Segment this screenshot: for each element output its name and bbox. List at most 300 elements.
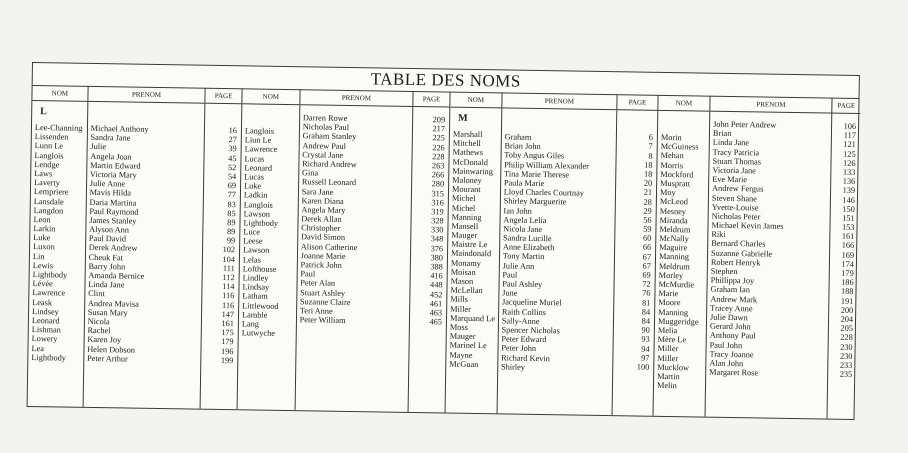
prenom-entry: Paul John (709, 340, 743, 350)
page-entry: 66 (642, 243, 652, 253)
page-entry: 8 (648, 151, 653, 161)
page-entry: 67 (642, 252, 652, 262)
nom-entry: Lightbody (31, 352, 67, 363)
prenom-entry: Angela Lelia (503, 215, 547, 225)
column-group-1 (28, 85, 243, 409)
nom-entry: Lofthouse (242, 264, 277, 274)
prenom-entry: John Peter Andrew (713, 119, 777, 130)
pages-column (409, 107, 450, 413)
pages-column (613, 110, 658, 416)
noms-column (654, 111, 711, 417)
prenom-entry: Stuart Ashley (300, 287, 346, 298)
page-entry: 388 (430, 262, 443, 272)
page-entry: 97 (641, 353, 650, 363)
page-entry: 133 (842, 167, 856, 177)
page-entry: 191 (840, 296, 854, 306)
prenoms-column (706, 112, 833, 419)
prenom-entry: Gerard John (709, 321, 751, 332)
prenom-entry: Spencer Nicholas (501, 325, 560, 336)
prenoms-column (295, 105, 413, 412)
nom-entry: Lissenden (34, 132, 69, 142)
name-table (27, 62, 860, 420)
nom-entry: Mehan (660, 151, 684, 161)
page-entry: 266 (431, 170, 445, 180)
nom-entry: Lucas (244, 172, 265, 182)
prenom-entry: Angela Mary (301, 205, 346, 215)
prenom-entry: Joanne Marie (300, 251, 346, 261)
prenom-entry: Derek Allan (301, 214, 342, 224)
prenom-entry: Tracy Joanne (709, 349, 754, 360)
prenom-entry: Tracy Patricia (712, 147, 760, 157)
prenom-entry: Peter John (501, 343, 537, 354)
page-entry: 6 (648, 132, 653, 142)
prenom-entry: Peter William (299, 315, 346, 326)
nom-entry: Lansdale (33, 196, 64, 207)
page-entry: 315 (431, 188, 445, 198)
page-entry: 205 (840, 323, 853, 334)
prenom-entry: Anthony Paul (709, 330, 756, 341)
nom-entry: Lea (31, 343, 45, 353)
prenom-entry: Richard Andrew (302, 159, 357, 170)
page-entry: 52 (228, 162, 237, 172)
page-entry: 102 (222, 245, 236, 255)
page-entry: 380 (430, 253, 444, 263)
page-entry: 348 (430, 234, 444, 244)
nom-entry: McDonald (452, 157, 489, 167)
nom-entry: Marshall (452, 129, 483, 140)
nom-entry: Leonard (31, 315, 60, 326)
page-entry: 117 (843, 130, 857, 141)
prenom-entry: Angela Joan (90, 151, 132, 162)
page-entry: 235 (839, 369, 853, 379)
nom-entry: Leask (32, 297, 53, 307)
page-entry: 217 (432, 124, 446, 134)
page-entry: 7 (648, 142, 653, 152)
page-entry: 93 (641, 334, 650, 345)
prenom-entry: Christopher (301, 223, 341, 234)
nom-entry: Luke (33, 233, 51, 243)
nom-entry: Marinel Le (449, 340, 487, 351)
page-entry: 161 (221, 318, 234, 329)
prenom-entry: Peter Edward (501, 334, 547, 345)
page-entry: 121 (843, 140, 856, 150)
prenom-entry: Karen Joy (87, 335, 122, 345)
prenom-entry: Sara Jane (301, 186, 334, 197)
page-entry: 319 (431, 207, 444, 217)
nom-entry: McMurdie (658, 279, 695, 290)
nom-entry: Morin (660, 132, 682, 143)
nom-entry: Lowery (31, 334, 58, 344)
nom-entry: McLeod (659, 197, 689, 207)
page-entry: 228 (432, 152, 445, 162)
section-letter (242, 108, 299, 123)
page-entry: 228 (840, 333, 853, 343)
prenom-entry: Graham (504, 132, 532, 142)
prenom-entry: Susan Mary (87, 307, 128, 318)
page-entry: 126 (842, 158, 856, 168)
prenom-entry: Phillippa Joy (710, 275, 755, 286)
page-entry: 67 (642, 261, 651, 271)
prenom-entry: Derek Andrew (88, 243, 138, 254)
page-entry: 226 (432, 142, 445, 153)
page-entry: 60 (642, 233, 652, 243)
prenom-entry: Graham Stanley (302, 131, 357, 142)
page-entry: 230 (839, 351, 853, 361)
prenom-entry: Shirley Marguerite (503, 196, 567, 207)
prenom-entry: Andrew Mark (710, 294, 758, 304)
table-columns (28, 85, 859, 419)
prenom-entry: Paula Marie (503, 178, 545, 188)
header-prenom: PRENOM (300, 89, 414, 106)
prenom-entry: Jacqueline Muriel (501, 297, 562, 308)
page-entry: 174 (841, 259, 854, 269)
column-group-4 (654, 95, 861, 419)
nom-entry: Mason (450, 276, 474, 286)
page-entry: 204 (840, 314, 854, 324)
prenoms-column (497, 108, 617, 415)
page-entry: 85 (227, 208, 236, 218)
nom-entry: Mère Le (657, 334, 687, 345)
nom-entry: Marie (658, 289, 679, 299)
nom-entry: Marquand Le (449, 313, 496, 324)
prenom-entry: Toby Angus Giles (504, 150, 565, 161)
nom-entry: Moy (659, 188, 676, 198)
nom-entry: Laws (34, 168, 53, 179)
nom-entry: McGuiness (660, 142, 699, 152)
prenom-entry: Paul David (88, 234, 127, 244)
prenom-entry: Michael Anthony (90, 123, 149, 134)
nom-entry: Latham (242, 291, 268, 302)
header-nom: NOM (450, 92, 502, 108)
page-entry: 230 (840, 342, 853, 352)
header-page: PAGE (422, 95, 441, 104)
prenom-entry: Ian John (503, 205, 532, 216)
prenom-entry: Peter Arthur (87, 353, 128, 364)
nom-entry: Mitchell (452, 138, 481, 149)
nom-entry: Maistre Le (451, 239, 488, 250)
noms-column (28, 101, 89, 407)
nom-entry: Lévée (32, 279, 53, 289)
nom-entry: Mainwaring (452, 166, 493, 177)
page-entry: 199 (220, 355, 234, 365)
nom-entry: Morley (658, 270, 684, 281)
nom-entry: Mathews (452, 147, 484, 158)
prenom-entry: Stephen (710, 266, 738, 277)
prenom-entry: Raith Collins (501, 306, 546, 317)
nom-entry: Manning (658, 252, 690, 262)
page-entry: 452 (429, 289, 443, 300)
nom-entry: Langlois (34, 150, 64, 161)
prenom-entry: Teri Anne (299, 306, 333, 316)
page-entry: 146 (842, 195, 856, 205)
nom-entry: Mayne (449, 350, 473, 360)
nom-entry: Miranda (659, 215, 688, 226)
nom-entry: Lutwyche (241, 328, 276, 338)
prenom-entry: Tina Marie Therese (503, 169, 570, 180)
section-letter (658, 115, 709, 130)
nom-entry: Luke (244, 181, 262, 191)
page-entry: 77 (227, 190, 237, 200)
prenom-entry: Nicola Jane (503, 224, 543, 234)
header-prenom: PRENOM (710, 96, 832, 113)
page-entry: 416 (430, 271, 443, 281)
column-group-2 (238, 88, 451, 412)
page-entry: 463 (429, 308, 443, 318)
page-entry: 56 (643, 215, 652, 225)
nom-entry: Lawrence (32, 288, 66, 298)
page-entry: 147 (221, 309, 235, 319)
prenom-entry: Gina (301, 168, 319, 178)
prenom-entry: Julie Dawn (710, 312, 748, 323)
nom-entry: Larkin (33, 224, 56, 234)
prenom-entry: Riki (711, 229, 726, 240)
noms-column (238, 104, 301, 410)
page-entry: 280 (431, 179, 445, 189)
header-prenom: PRENOM (502, 92, 618, 109)
nom-entry: Mills (450, 294, 468, 305)
prenom-entry: Brian John (504, 141, 541, 152)
page-entry: 151 (842, 213, 855, 223)
nom-entry: Lucas (244, 153, 265, 164)
nom-entry: Lindsey (32, 306, 59, 317)
prenom-entry: Graham Ian (710, 285, 750, 295)
nom-entry: Leon (33, 214, 51, 225)
prenom-entry: Russell Leonard (301, 177, 357, 188)
page-entry: 69 (642, 270, 651, 280)
nom-entry: Mucklow (657, 362, 690, 373)
prenom-entry: Martin Edward (90, 160, 141, 171)
nom-entry: Leese (243, 236, 263, 246)
page-entry: 45 (228, 153, 237, 163)
page-entry: 100 (636, 362, 650, 372)
prenom-entry: Clint (88, 289, 105, 299)
page-entry: 27 (228, 135, 237, 145)
page-entry: 465 (429, 317, 443, 327)
prenom-entry: Paul (300, 269, 316, 279)
prenom-entry: Julie (90, 142, 107, 152)
page-entry: 263 (431, 161, 445, 171)
page-entry: 316 (431, 197, 444, 208)
prenom-entry: Victoria Jane (712, 165, 756, 176)
prenom-entry: Tony Martin (502, 251, 545, 262)
prenom-entry: Crystal Jane (302, 150, 344, 160)
page-entry: 21 (643, 187, 653, 198)
header-nom: NOM (32, 85, 88, 101)
nom-entry: Miller (450, 304, 471, 314)
prenom-entry: Nicola (87, 316, 110, 327)
nom-entry: Melia (657, 325, 678, 336)
nom-entry: Lindsay (242, 282, 270, 292)
page-entry: 59 (643, 224, 652, 234)
prenom-entry: Michael Kevin James (711, 220, 784, 231)
page-entry: 29 (643, 206, 652, 216)
page-entry: 54 (227, 172, 237, 182)
page-entry: 116 (221, 300, 235, 310)
page-entry: 20 (643, 178, 653, 188)
nom-entry: Lunn Le (34, 141, 64, 151)
nom-entry: Melin (656, 380, 677, 391)
page-entry: 125 (843, 149, 856, 159)
noms-column (446, 108, 503, 414)
page-entry: 209 (432, 115, 446, 125)
nom-entry: Mauger (449, 331, 476, 342)
nom-entry: Monamy (450, 258, 481, 268)
nom-entry: Manning (451, 212, 482, 222)
page-entry: 81 (641, 298, 651, 308)
page-entry: 175 (221, 328, 234, 338)
pages-column (201, 104, 242, 410)
nom-entry: Michel (451, 193, 476, 204)
page-entry: 69 (227, 181, 237, 191)
prenom-entry: Philip William Alexander (504, 159, 590, 171)
nom-entry: Mansell (451, 221, 479, 231)
nom-entry: Luxon (33, 242, 55, 252)
section-letter: L (40, 106, 47, 118)
prenom-entry: Andrew Fergus (712, 184, 764, 194)
prenom-entry: Sally-Anne (501, 316, 540, 326)
header-page: PAGE (214, 91, 233, 101)
nom-entry: Langdon (33, 205, 64, 216)
page-entry: 106 (843, 121, 857, 131)
prenom-entry: Helen Dobson (87, 344, 136, 355)
prenom-entry: Andrea Mavisa (87, 298, 139, 309)
page-entry: 84 (641, 307, 651, 317)
prenom-entry: Yvette-Louise (711, 202, 759, 213)
nom-entry: Meldrum (659, 224, 691, 235)
prenom-entry: Rachel (87, 326, 111, 336)
prenom-entry: Robert Henryk (710, 257, 761, 268)
prenom-entry: David Simon (300, 232, 346, 243)
page-entry: 114 (222, 282, 235, 292)
prenom-entry: Patrick John (300, 260, 342, 270)
page-entry: 448 (430, 280, 443, 290)
prenom-entry: Eve Marie (712, 174, 748, 185)
page-entry: 169 (841, 250, 855, 260)
column-group-3 (446, 92, 659, 416)
nom-entry: Lang (241, 319, 260, 329)
page-entry: 83 (227, 199, 236, 209)
nom-entry: Mesney (659, 206, 687, 216)
nom-entry: Muggeridge (657, 316, 699, 327)
header-page: PAGE (628, 98, 647, 107)
page-entry: 99 (226, 236, 236, 246)
nom-entry: Manning (658, 307, 689, 317)
page-entry: 196 (220, 346, 234, 356)
header-page: PAGE (837, 101, 856, 110)
prenom-entry: Paul Ashley (502, 279, 543, 290)
prenom-entry: Julie Ann (502, 261, 535, 271)
nom-entry: Lindley (242, 273, 269, 283)
prenoms-column (83, 102, 205, 409)
prenom-entry: Brian (712, 128, 732, 139)
nom-entry: McGuan (449, 359, 479, 369)
nom-entry: Maguire (659, 243, 688, 253)
page-entry: 153 (841, 222, 855, 233)
nom-entry: Miller (657, 353, 679, 363)
nom-entry: Lempriere (33, 187, 69, 197)
prenom-entry: Nicholas Paul (302, 122, 350, 133)
page-entry: 150 (842, 204, 855, 214)
header-prenom: PRENOM (88, 86, 206, 103)
prenom-entry: Steven Shane (711, 193, 757, 203)
page-entry: 104 (222, 254, 235, 264)
nom-entry: Lightbody (32, 270, 68, 280)
nom-entry: Ladkin (243, 190, 268, 201)
page-title: TABLE DES NOMS (33, 63, 859, 99)
prenom-entry: Lloyd Charles Courtnay (503, 187, 585, 198)
prenom-entry: Linda Jane (88, 280, 125, 290)
page-entry: 179 (841, 268, 854, 278)
page-entry: 233 (839, 360, 853, 370)
page-entry: 39 (228, 144, 237, 154)
prenom-entry: Cheuk Fat (88, 252, 124, 263)
prenom-entry: Sandra Lucille (502, 233, 552, 244)
page-entry: 376 (430, 243, 444, 254)
nom-entry: Martin (657, 371, 680, 382)
header-nom: NOM (658, 95, 710, 111)
page-entry: 461 (429, 299, 443, 309)
prenom-entry: Anne Elizabeth (502, 242, 555, 253)
page-entry: 84 (641, 316, 651, 326)
prenom-entry: Barry John (88, 261, 126, 272)
nom-entry: Laverty (34, 178, 60, 188)
nom-entry: Littlewood (242, 300, 279, 311)
pages-column (827, 114, 860, 419)
page-entry: 111 (222, 263, 235, 274)
prenom-entry: Peter Alan (300, 278, 336, 289)
prenom-entry: Amanda Bernice (88, 270, 145, 281)
prenom-entry: Alison Catherine (300, 241, 358, 252)
prenom-entry: Andrew Paul (302, 140, 347, 151)
nom-entry: Muspratt (660, 178, 691, 189)
page-entry: 186 (841, 277, 854, 288)
prenom-entry: Paul Raymond (89, 206, 139, 217)
nom-entry: Leonard (244, 163, 273, 173)
prenom-entry: Daria Martina (89, 197, 137, 208)
nom-entry: Mockford (660, 169, 694, 180)
nom-entry: Lishman (31, 325, 61, 335)
page-entry: 18 (644, 160, 653, 170)
nom-entry: McNally (659, 233, 689, 244)
page-entry: 76 (642, 288, 651, 299)
nom-entry: Moss (449, 322, 468, 332)
nom-entry: Langlois (244, 126, 275, 136)
prenom-entry: Alan John (709, 358, 744, 369)
page-entry: 90 (641, 325, 650, 335)
nom-entry: Moore (658, 298, 681, 308)
nom-entry: Lawrence (244, 144, 278, 155)
nom-entry: Meldrum (658, 261, 690, 271)
nom-entry: Lightbody (243, 218, 279, 228)
page-entry: 179 (221, 337, 234, 347)
nom-entry: Maindonald (450, 249, 492, 259)
prenom-entry: Sandra Jane (90, 133, 131, 143)
page-entry: 200 (840, 305, 854, 315)
nom-entry: Lawson (243, 209, 270, 219)
page-entry: 72 (642, 279, 651, 289)
nom-entry: Liun Le (244, 135, 272, 145)
prenom-entry: Suzanne Claire (299, 296, 351, 307)
prenom-entry: Karen Diana (301, 195, 344, 206)
prenom-entry: Paul (502, 270, 518, 280)
nom-entry: Lendge (34, 159, 60, 170)
nom-entry: Lin (32, 251, 45, 261)
prenom-entry: Bernard Charles (711, 239, 766, 249)
page-entry: 28 (643, 197, 652, 207)
page-entry: 188 (840, 287, 854, 297)
prenom-entry: June (502, 288, 518, 298)
nom-entry: Lee-Channing (34, 123, 83, 133)
